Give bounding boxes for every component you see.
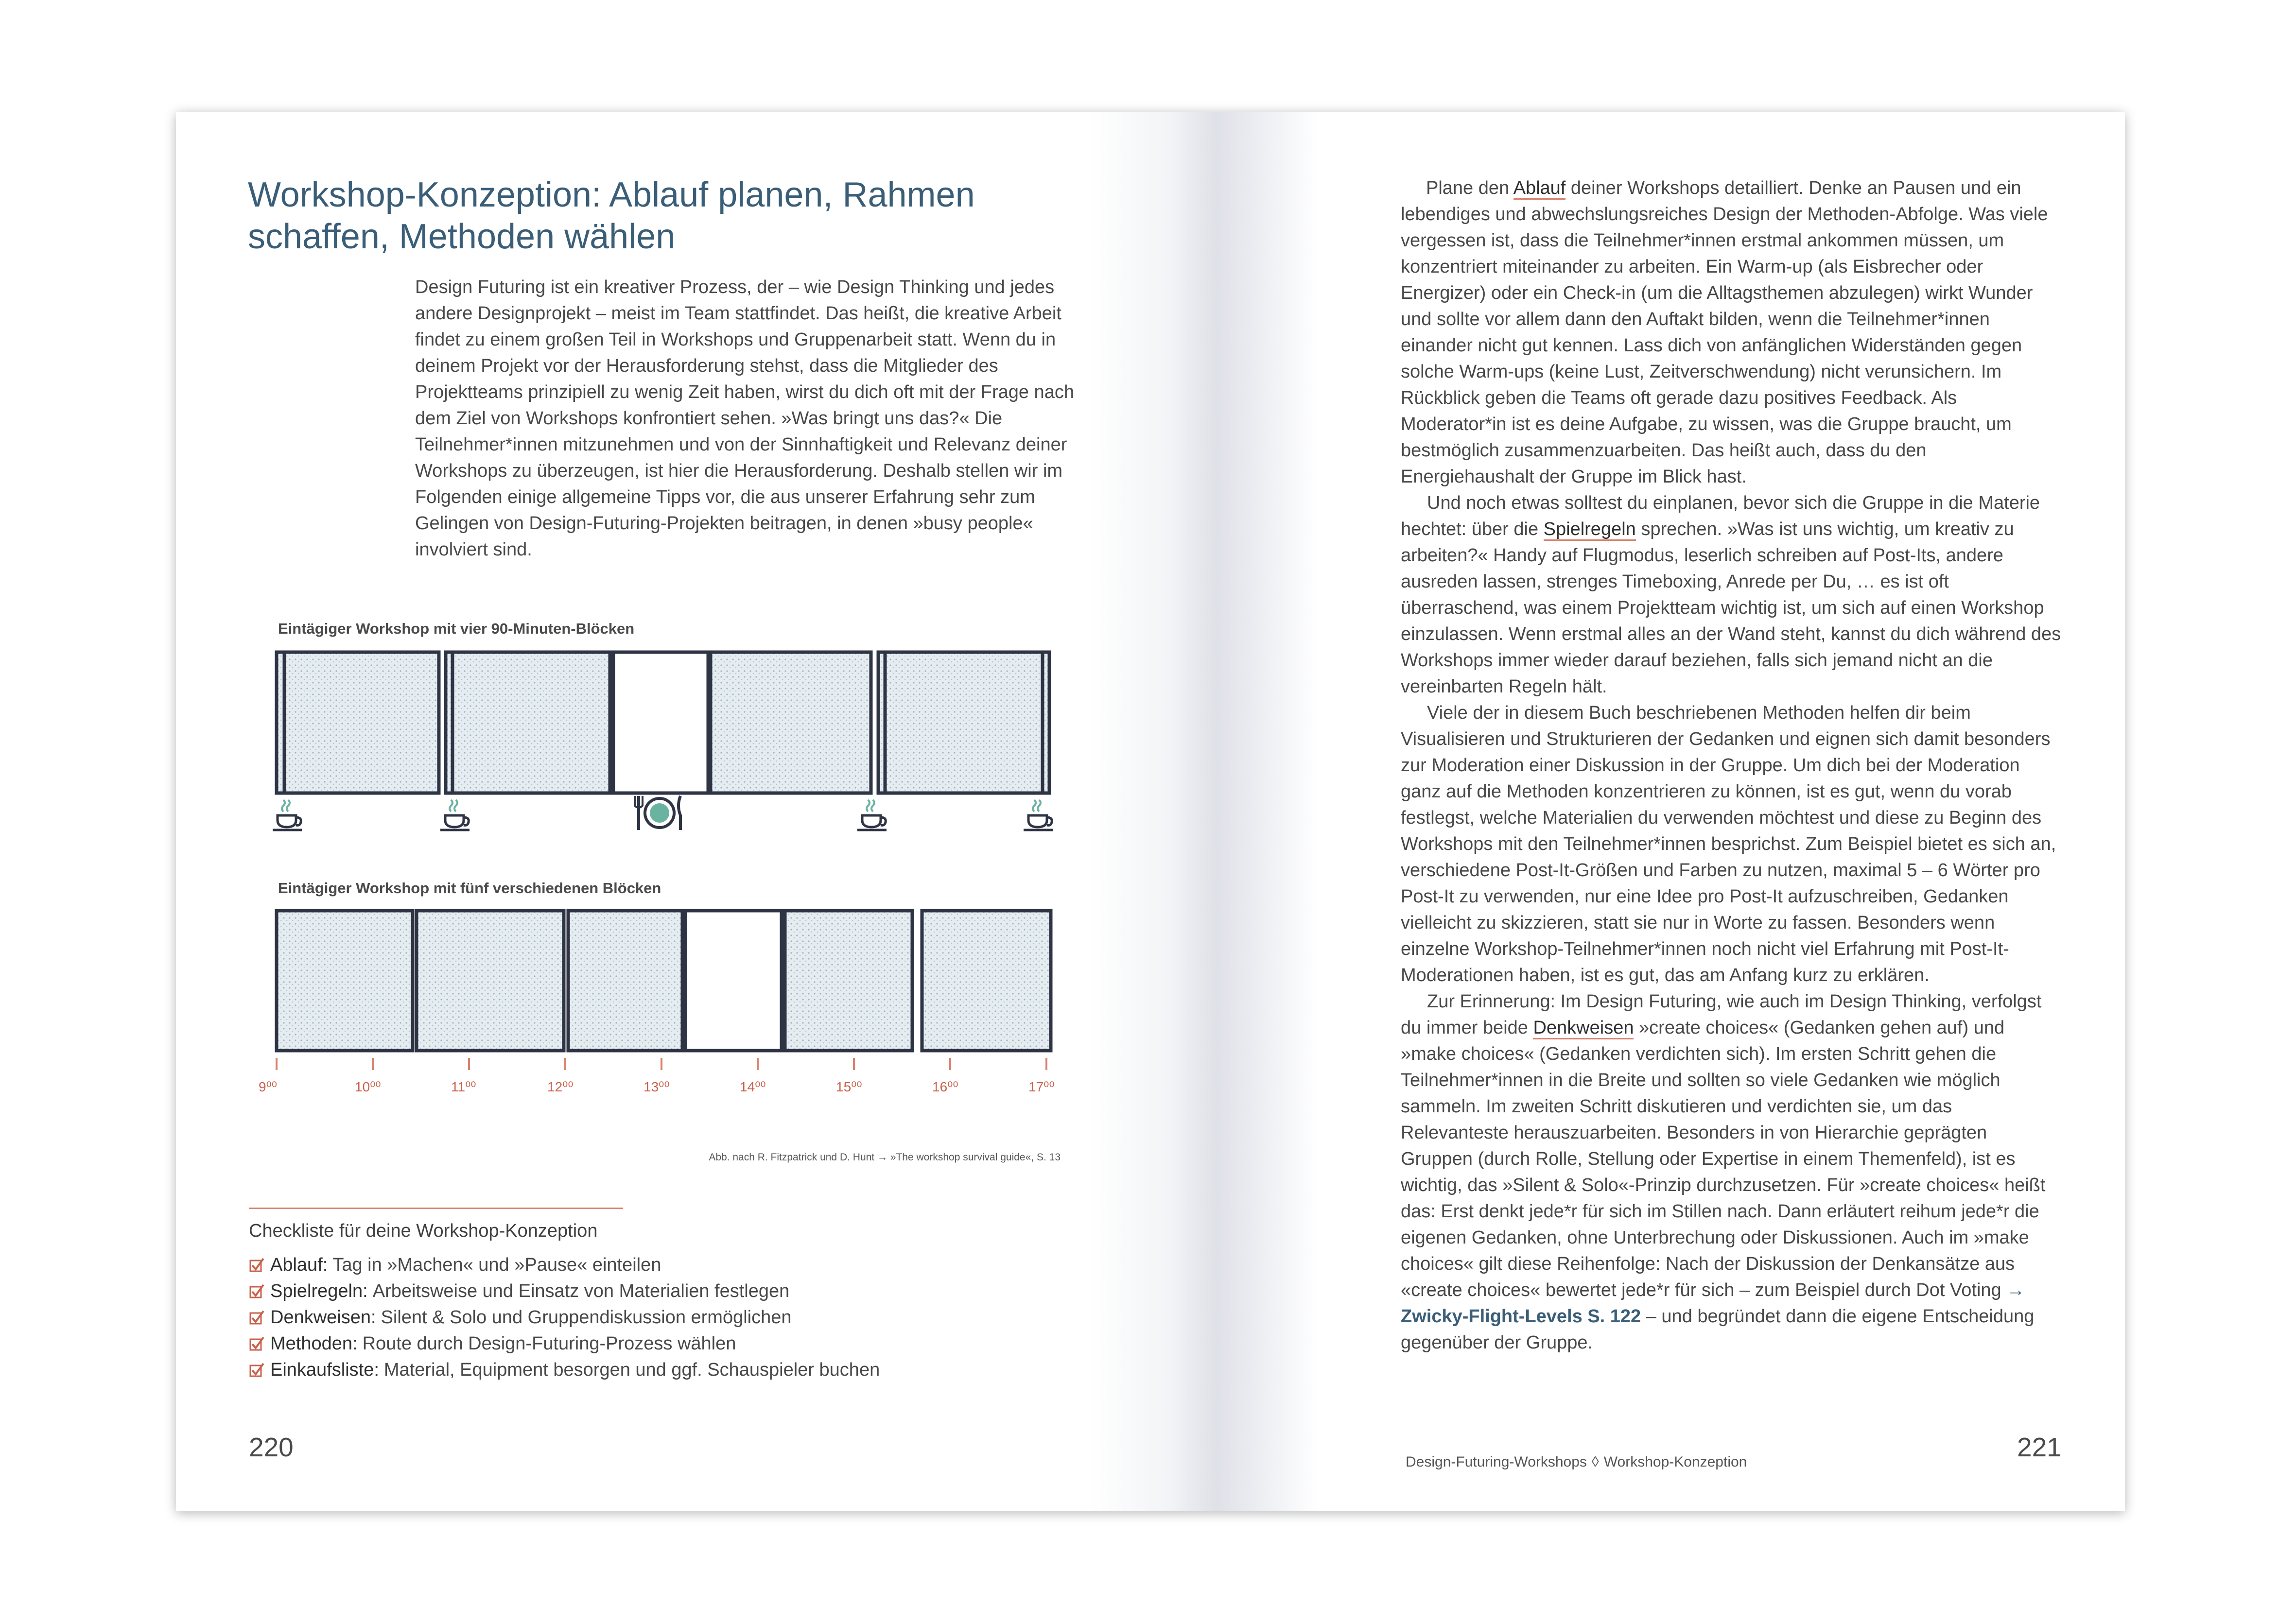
time-label: 14⁰⁰ [740, 1079, 766, 1094]
coffee-cup-icon [271, 796, 310, 835]
plate-cutlery-icon [633, 791, 686, 835]
page-heading: Workshop-Konzeption: Ablauf planen, Rahmen schaffen, Methoden wählen [248, 175, 975, 256]
checklist-item [249, 1304, 1026, 1331]
block-3 [568, 911, 682, 1051]
block-4 [785, 911, 912, 1051]
time-label: 11⁰⁰ [451, 1079, 476, 1094]
checked-box-icon [249, 1335, 265, 1352]
checklist-item [249, 1278, 1026, 1304]
checklist-text: Tag in »Machen« und »Pause« einteilen [332, 1254, 661, 1275]
time-label: 16⁰⁰ [932, 1079, 958, 1094]
figure-attribution: Abb. nach R. Fitzpatrick und D. Hunt → »The workshop survival guide«, S. 13 [709, 1152, 1061, 1163]
page-number-right: 221 [2017, 1432, 2062, 1462]
accent-rule [249, 1208, 623, 1209]
time-label: 15⁰⁰ [836, 1079, 862, 1094]
time-label: 17⁰⁰ [1028, 1079, 1055, 1094]
cross-reference-link[interactable]: → Zwicky-Flight-Levels S. 122 [1401, 1280, 2025, 1327]
paragraph-text: – und begründet dann die eigene Entscheidung gegenüber der Gruppe. [1401, 1306, 2035, 1353]
checked-box-icon [249, 1257, 265, 1273]
left-page [176, 112, 1148, 1511]
checked-box-icon [249, 1283, 265, 1299]
checklist-text: Material, Equipment besorgen und ggf. Schauspieler buchen [383, 1359, 880, 1380]
time-label: 9⁰⁰ [259, 1079, 278, 1094]
workshop-diagram-five-blocks [271, 905, 1058, 1070]
checklist-item [249, 1357, 1026, 1383]
break-icons-row [271, 796, 1058, 845]
checklist-label: Denkweisen: [270, 1307, 376, 1328]
keyword-denkweisen: Denkweisen [1533, 1018, 1634, 1039]
paragraph-ablauf [1401, 175, 2062, 490]
keyword-ablauf: Ablauf [1513, 178, 1566, 200]
block-5 [922, 911, 1051, 1051]
coffee-cup-icon [438, 796, 477, 835]
paragraph-text: Zur Erinnerung: Im Design Futuring, wie auch im Design Thinking, verfolgst du immer beide [1401, 991, 2042, 1038]
paragraph-text: Und noch etwas solltest du einplanen, bevor sich die Gruppe in die Materie hechtet: über die [1401, 493, 2040, 539]
footer-separator: ◊ [1591, 1454, 1599, 1470]
paragraph-text: sprechen. »Was ist uns wichtig, um kreativ zu arbeiten?« Handy auf Flugmodus, leserlich schreiben auf Post-Its, andere ausreden lassen, strenges Timeboxing, Anrede per Du, … es ist oft überraschend, was einem Projektteam wichtig ist, um sich auf einen Workshop einzulassen. Wenn erstmal alles an der Wand steht, kannst du dich während des Workshops immer wieder darauf beziehen, falls sich jemand nicht an die vereinbarten Regeln hält. [1401, 519, 2061, 697]
block-afternoon-2 [878, 652, 1049, 793]
figure2-title: Eintägiger Workshop mit fünf verschiedenen Blöcken [278, 880, 661, 897]
block-afternoon-1 [711, 652, 871, 793]
block-1 [277, 911, 413, 1051]
figure1-title: Eintägiger Workshop mit vier 90-Minuten-Blöcken [278, 620, 635, 637]
workshop-diagram-four-blocks [271, 646, 1058, 807]
checked-box-icon [249, 1362, 265, 1378]
paragraph-text: deiner Workshops detailliert. Denke an Pausen und ein lebendiges und abwechslungsreiches Design der Methoden-Abfolge. Was viele vergessen ist, dass die Teilnehmer*innen erstmal ankommen müssen, um konzentriert miteinander zu arbeiten. Ein Warm-up (als Eisbrecher oder Energizer) oder ein Check-in (um die Alltagsthemen abzulegen) wirkt Wunder und sollte vor allem dann den Auftakt bilden, wenn die Teilnehmer*innen einander nicht gut kennen. Lass dich von anfänglichen Widerständen gegen solche Warm-ups (keine Lust, Zeitverschwendung) nicht verunsichern. Im Rückblick geben die Teams oft gerade dazu positives Feedback. Als Moderator*in ist es deine Aufgabe, zu wissen, was die Gruppe braucht, um bestmöglich zusammenzuarbeiten. Das heißt auch, dass du den Energiehaushalt der Gruppe im Blick hast. [1401, 178, 2048, 487]
checklist-text: Silent & Solo und Gruppendiskussion ermöglichen [381, 1307, 792, 1328]
checklist-item [249, 1252, 1026, 1278]
checklist-text: Route durch Design-Futuring-Prozess wählen [362, 1333, 736, 1354]
checklist-label: Ablauf: [270, 1254, 328, 1275]
block-lunch [613, 652, 708, 793]
right-page [1153, 112, 2125, 1511]
checklist-label: Spielregeln: [270, 1280, 368, 1301]
running-footer [1406, 1454, 1747, 1470]
time-label: 13⁰⁰ [644, 1079, 670, 1094]
checklist [249, 1252, 1026, 1383]
checklist-title: Checkliste für deine Workshop-Konzeption [249, 1221, 598, 1241]
checklist-text: Arbeitsweise und Einsatz von Materialien festlegen [372, 1280, 790, 1301]
coffee-cup-icon [855, 796, 894, 835]
checklist-label: Einkaufsliste: [270, 1359, 379, 1380]
footer-section: Design-Futuring-Workshops [1406, 1454, 1587, 1470]
coffee-cup-icon [1022, 796, 1061, 835]
checked-box-icon [249, 1309, 265, 1326]
page-number-left: 220 [249, 1432, 294, 1462]
block-morning-1 [277, 652, 439, 793]
paragraph-text: »create choices« (Gedanken gehen auf) und »make choices« (Gedanken verdichten sich). Im ersten Schritt gehen die Teilnehmer*innen in die Breite und sollten so viele Gedanken wie möglich sammeln. Im zweiten Schritt diskutieren und verdichten sie, um das Relevanteste herauszuarbeiten. Besonders in von Hierarchie geprägten Gruppen (durch Rolle, Stellung oder Expertise in einem Themenfeld), ist es wichtig, das »Silent & Solo«-Prinzip durchzusetzen. Für »create choices« heißt das: Erst denkt jede*r für sich im Stillen nach. Dann erläutert reihum jede*r die eigenen Gedanken, ohne Unterbrechung oder Diskussionen. Auch im »make choices« gilt diese Reihenfolge: Nach der Diskussion der Denkansätze aus «create choices« bewertet jede*r für sich – zum Beispiel durch Dot Voting [1401, 1018, 2046, 1300]
checklist-label: Methoden: [270, 1333, 358, 1354]
paragraph-spielregeln [1401, 490, 2062, 700]
block-2 [417, 911, 564, 1051]
keyword-spielregeln: Spielregeln [1544, 519, 1636, 541]
time-label: 12⁰⁰ [547, 1079, 574, 1094]
time-label: 10⁰⁰ [355, 1079, 381, 1094]
paragraph-methoden: Viele der in diesem Buch beschriebenen Methoden helfen dir beim Visualisieren und Strukturieren der Gedanken und eignen sich damit besonders zur Moderation einer Diskussion in der Gruppe. Um dich bei der Moderation ganz auf die Methoden konzentrieren zu können, ist es gut, wenn du vorab festlegst, welche Materialien du verwenden möchtest und diese zu Beginn des Workshops mit den Teilnehmer*innen besprichst. Zum Beispiel bietet es sich an, verschiedene Post-It-Größen und Farben zu nutzen, maximal 5 – 6 Wörter pro Post-It zu verwenden, nur eine Idee pro Post-It aufzuschreiben, Gedanken vielleicht zu skizzieren, statt sie nur in Worte zu fassen. Besonders wenn einzelne Workshop-Teilnehmer*innen noch nicht viel Erfahrung mit Post-It-Moderationen haben, ist es gut, das am Anfang kurz zu erklären. [1401, 703, 2056, 985]
paragraph-text: Plane den [1426, 178, 1513, 198]
book-spread [176, 112, 2125, 1511]
time-axis-labels [259, 1079, 1075, 1103]
block-lunch [685, 911, 782, 1051]
checklist-item [249, 1331, 1026, 1357]
footer-chapter: Workshop-Konzeption [1603, 1454, 1747, 1470]
paragraph-denkweisen [1401, 988, 2062, 1356]
intro-paragraph: Design Futuring ist ein kreativer Prozess, der – wie Design Thinking und jedes andere Designprojekt – meist im Team stattfindet. Das heißt, die kreative Arbeit findet zu einem großen Teil in Workshops und Gruppenarbeit statt. Wenn du in deinem Projekt vor der Herausforderung stehst, dass die Mitglieder des Projektteams prinzipiell zu wenig Zeit haben, wirst du dich oft mit der Frage nach dem Ziel von Workshops konfrontiert sehen. »Was bringt uns das?« Die Teilnehmer*innen mitzunehmen und von der Sinnhaftigkeit und Relevanz deiner Workshops zu überzeugen, ist hier die Herausforderung. Deshalb stellen wir im Folgenden einige allgemeine Tipps vor, die aus unserer Erfahrung sehr zum Gelingen von Design-Futuring-Projekten beitragen, in denen »busy people« involviert sind. [415, 277, 1074, 560]
block-morning-2 [446, 652, 610, 793]
body-text [1401, 175, 2062, 1356]
